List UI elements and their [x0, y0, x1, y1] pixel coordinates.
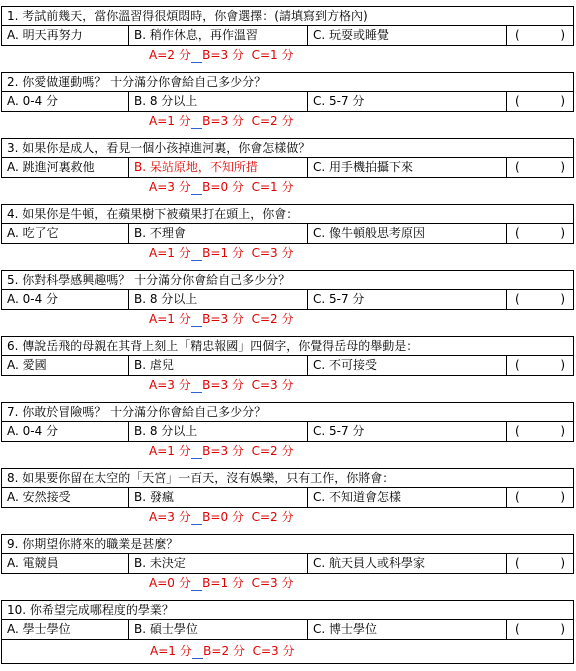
- score-b: B=3 分: [202, 444, 244, 458]
- answer-open-paren: (: [515, 160, 520, 174]
- question-text: 10. 你希望完成哪程度的學業？: [1, 600, 574, 620]
- options-row: [1, 620, 574, 640]
- answer-close-paren: ): [560, 424, 565, 438]
- score-b: B=1 分: [202, 576, 244, 590]
- answer-box[interactable]: [507, 26, 573, 45]
- question-7: [1, 402, 574, 460]
- score-key: [149, 575, 293, 591]
- score-a: A=1 分: [149, 246, 191, 260]
- score-line: [1, 310, 574, 328]
- score-key: [149, 377, 293, 393]
- score-c: C=1 分: [251, 180, 294, 194]
- options-row: [1, 26, 574, 46]
- score-line: [1, 574, 574, 592]
- question-text: 2. 你愛做運動嗎？ 十分滿分你會給自己多少分？: [1, 72, 574, 92]
- option-c: C. 不可接受: [308, 356, 507, 375]
- question-5: [1, 270, 574, 328]
- score-c: C=3 分: [251, 378, 294, 392]
- option-b: B. 稍作休息，再作溫習: [129, 26, 308, 45]
- score-line: [1, 178, 574, 196]
- score-a: A=1 分: [149, 312, 191, 326]
- score-b: B=3 分: [202, 114, 244, 128]
- score-c: C=2 分: [251, 312, 294, 326]
- question-2: [1, 72, 574, 130]
- question-8: [1, 468, 574, 526]
- score-line: [1, 376, 574, 394]
- question-6: [1, 336, 574, 394]
- score-b: B=2 分: [203, 644, 245, 658]
- question-1: [1, 6, 574, 64]
- option-a: A. 學士學位: [2, 620, 129, 639]
- score-line: [1, 46, 574, 64]
- answer-open-paren: (: [515, 622, 520, 636]
- score-c: C=3 分: [252, 644, 295, 658]
- score-line: [1, 442, 574, 460]
- options-row: [1, 158, 574, 178]
- answer-box[interactable]: [507, 158, 573, 177]
- answer-open-paren: (: [515, 28, 520, 42]
- score-line: [1, 508, 574, 526]
- option-a: A. 0-4 分: [2, 422, 129, 441]
- score-a: A=1 分: [150, 644, 192, 658]
- score-a: A=1 分: [149, 444, 191, 458]
- score-c: C=3 分: [251, 576, 294, 590]
- score-b: B=3 分: [202, 312, 244, 326]
- question-text: 9. 你期望你將來的職業是甚麼？: [1, 534, 574, 554]
- options-row: [1, 422, 574, 442]
- score-line: [1, 244, 574, 262]
- answer-box[interactable]: [507, 92, 573, 111]
- answer-open-paren: (: [515, 424, 520, 438]
- answer-close-paren: ): [560, 292, 565, 306]
- question-text: 5. 你對科學感興趣嗎？ 十分滿分你會給自己多少分？: [1, 270, 574, 290]
- score-key: [149, 509, 293, 525]
- answer-box[interactable]: [507, 554, 573, 573]
- score-c: C=2 分: [251, 444, 294, 458]
- answer-box[interactable]: [507, 224, 573, 243]
- score-key: [149, 179, 293, 195]
- score-c: C=3 分: [251, 246, 294, 260]
- score-b: B=1 分: [202, 246, 244, 260]
- options-row: [1, 92, 574, 112]
- answer-box[interactable]: [507, 422, 573, 441]
- score-key: [149, 311, 293, 327]
- question-text: 6. 傳說岳飛的母親在其背上刻上「精忠報國」四個字，你覺得岳母的舉動是：: [1, 336, 574, 356]
- answer-close-paren: ): [560, 28, 565, 42]
- option-b: B. 8 分以上: [129, 422, 308, 441]
- option-c: C. 5-7 分: [308, 422, 507, 441]
- score-key: [149, 245, 293, 261]
- option-b: B. 碩士學位: [129, 620, 308, 639]
- answer-close-paren: ): [560, 94, 565, 108]
- options-row: [1, 290, 574, 310]
- option-b: B. 8 分以上: [129, 92, 308, 111]
- score-a: A=2 分: [149, 48, 191, 62]
- option-b: B. 發瘋: [129, 488, 308, 507]
- option-b: B. 不理會: [129, 224, 308, 243]
- question-4: [1, 204, 574, 262]
- question-text: 3. 如果你是成人，看見一個小孩掉進河裏，你會怎樣做？: [1, 138, 574, 158]
- answer-open-paren: (: [515, 490, 520, 504]
- answer-box[interactable]: [507, 356, 573, 375]
- question-9: [1, 534, 574, 592]
- score-b: B=0 分: [202, 510, 244, 524]
- answer-close-paren: ): [560, 358, 565, 372]
- option-b: B. 未決定: [129, 554, 308, 573]
- options-row: [1, 224, 574, 244]
- score-key: [149, 47, 293, 63]
- score-b: B=0 分: [202, 180, 244, 194]
- question-text: 1. 考試前幾天，當你溫習得很煩悶時，你會選擇：(請填寫到方格內): [1, 6, 574, 26]
- score-c: C=2 分: [251, 114, 294, 128]
- question-text: 7. 你敢於冒險嗎？ 十分滿分你會給自己多少分？: [1, 402, 574, 422]
- answer-close-paren: ): [560, 490, 565, 504]
- option-b: B. 虐兒: [129, 356, 308, 375]
- option-a: A. 安然接受: [2, 488, 129, 507]
- answer-box[interactable]: [507, 488, 573, 507]
- score-key: [150, 643, 294, 659]
- option-a: A. 跳進河裏救他: [2, 158, 129, 177]
- question-3: [1, 138, 574, 196]
- score-b: B=3 分: [202, 378, 244, 392]
- score-b: B=3 分: [202, 48, 244, 62]
- options-row: [1, 488, 574, 508]
- answer-open-paren: (: [515, 226, 520, 240]
- option-c: C. 博士學位: [308, 620, 507, 639]
- answer-close-paren: ): [560, 622, 565, 636]
- option-c: C. 像牛頓般思考原因: [308, 224, 507, 243]
- score-key: [149, 113, 293, 129]
- option-b: B. 呆站原地，不知所措: [129, 158, 308, 177]
- score-line: [1, 112, 574, 130]
- score-a: A=3 分: [149, 378, 191, 392]
- option-c: C. 玩耍或睡覺: [308, 26, 507, 45]
- options-row: [1, 554, 574, 574]
- answer-box[interactable]: [507, 290, 573, 309]
- score-key: [149, 443, 293, 459]
- option-a: A. 明天再努力: [2, 26, 129, 45]
- answer-open-paren: (: [515, 292, 520, 306]
- question-text: 4. 如果你是牛頓，在蘋果樹下被蘋果打在頭上，你會：: [1, 204, 574, 224]
- option-a: A. 0-4 分: [2, 92, 129, 111]
- score-a: A=1 分: [149, 114, 191, 128]
- question-10: [1, 600, 574, 664]
- option-a: A. 愛國: [2, 356, 129, 375]
- question-text: 8. 如果要你留在太空的「天宮」一百天，沒有娛樂，只有工作，你將會：: [1, 468, 574, 488]
- score-c: C=2 分: [251, 510, 294, 524]
- score-a: A=0 分: [149, 576, 191, 590]
- option-c: C. 用手機拍攝下來: [308, 158, 507, 177]
- score-line: [1, 640, 574, 664]
- answer-open-paren: (: [515, 358, 520, 372]
- options-row: [1, 356, 574, 376]
- option-a: A. 吃了它: [2, 224, 129, 243]
- option-a: A. 電競員: [2, 554, 129, 573]
- answer-open-paren: (: [515, 556, 520, 570]
- answer-close-paren: ): [560, 226, 565, 240]
- answer-box[interactable]: [507, 620, 573, 639]
- option-c: C. 5-7 分: [308, 290, 507, 309]
- option-a: A. 0-4 分: [2, 290, 129, 309]
- answer-close-paren: ): [560, 160, 565, 174]
- option-c: C. 航天員人或科學家: [308, 554, 507, 573]
- score-a: A=3 分: [149, 510, 191, 524]
- option-c: C. 不知道會怎樣: [308, 488, 507, 507]
- option-b: B. 8 分以上: [129, 290, 308, 309]
- option-c: C. 5-7 分: [308, 92, 507, 111]
- answer-close-paren: ): [560, 556, 565, 570]
- answer-open-paren: (: [515, 94, 520, 108]
- score-c: C=1 分: [251, 48, 294, 62]
- score-a: A=3 分: [149, 180, 191, 194]
